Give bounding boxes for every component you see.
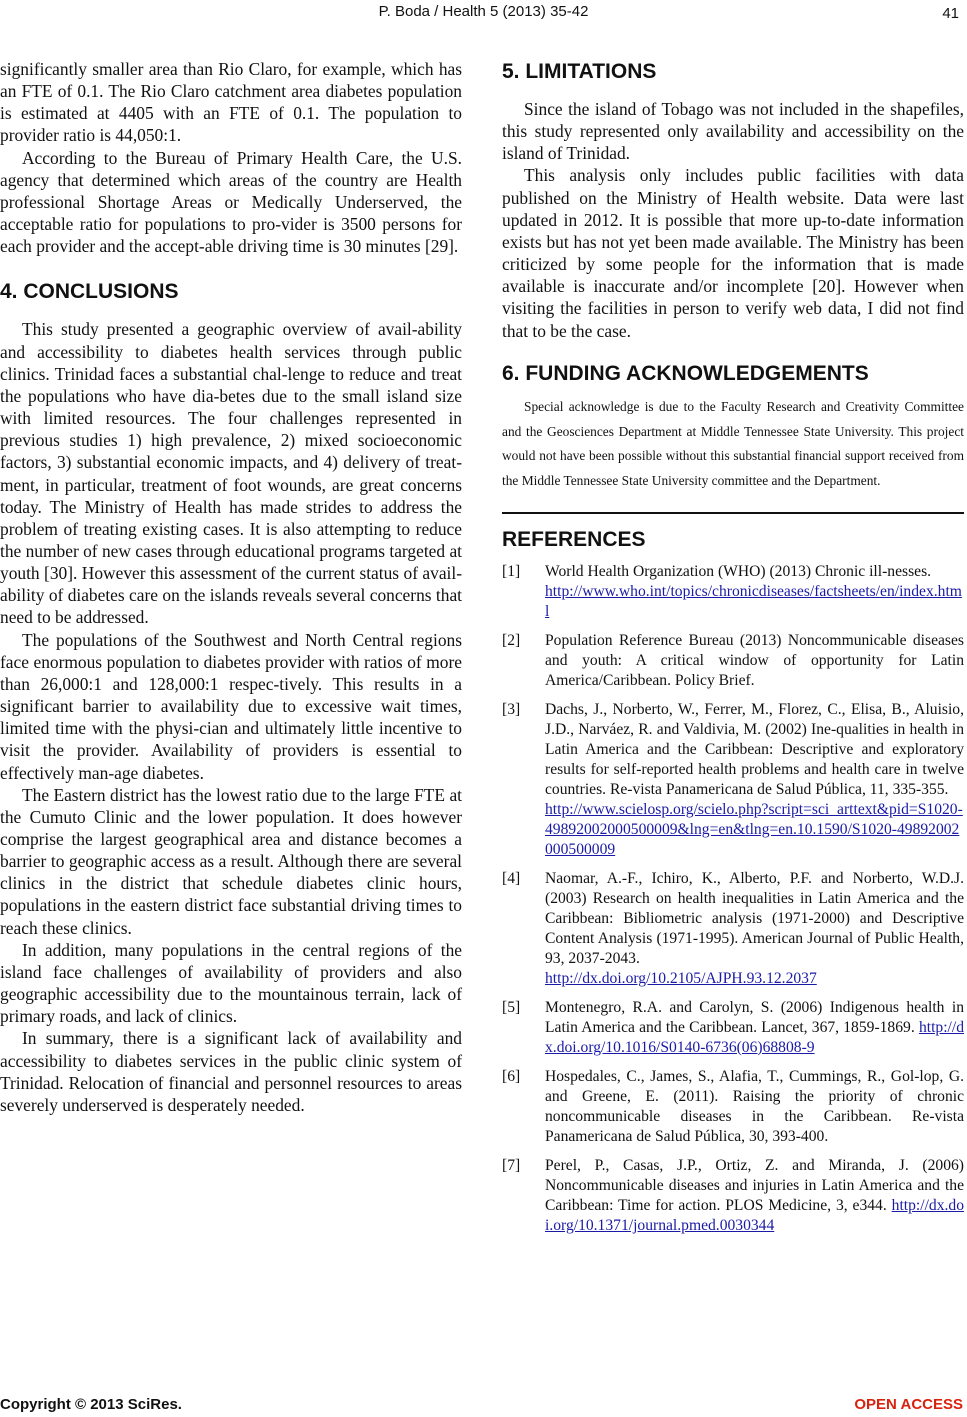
reference-item	[502, 562, 964, 622]
reference-link[interactable]: http://dx.doi.org/10.2105/AJPH.93.12.2037	[545, 969, 817, 987]
open-access-label: OPEN ACCESS	[854, 1396, 963, 1413]
reference-link[interactable]: http://www.scielosp.org/scielo.php?script=sci_arttext&pid=S1020-49892002000500009&lng=en&tlng=en.10.1590/S1020-49892002000500009	[545, 800, 963, 858]
paragraph-eastern: The Eastern district has the lowest ratio due to the large FTE at the Cumuto Clinic and the lower population. It does however comprise the largest geographical area and distance becomes a barrier to geographic access as a result. Although there are several clinics in the district that schedule diabetes clinic hours, populations in the eastern district face substantial driving times to reach these clinics.	[0, 784, 462, 938]
reference-item	[502, 1156, 964, 1236]
reference-number: [6]	[502, 1067, 521, 1085]
reference-item	[502, 700, 964, 860]
reference-item	[502, 998, 964, 1058]
reference-number: [4]	[502, 869, 521, 887]
running-header	[0, 0, 967, 28]
page-footer	[0, 1393, 967, 1417]
paragraph-rio-claro: significantly smaller area than Rio Claro, for example, which has an FTE of 0.1. The Rio Claro catchment area diabetes population is estimated at 4405 with an FTE of 0.1. The population to provider ratio is 44,050:1.	[0, 59, 462, 146]
paragraph-acknowledgement: Special acknowledge is due to the Faculty Research and Creativity Committee and the Geosciences Department at Middle Tennessee State University. This project would not have been possible without this substantial financial support received from the Middle Tennessee State University committee and the Department.	[502, 398, 964, 489]
reference-link[interactable]: http://dx.doi.org/10.1371/journal.pmed.0030344	[545, 1196, 964, 1234]
paragraph-summary: In summary, there is a significant lack of availability and accessibility to diabetes services in the public clinic system of Trinidad. Relocation of financial and personnel resources to areas severely underserved is desperately needed.	[0, 1028, 462, 1115]
heading-funding: 6. FUNDING ACKNOWLEDGEMENTS	[502, 361, 869, 385]
page-number: 41	[942, 5, 959, 22]
heading-conclusions: 4. CONCLUSIONS	[0, 280, 179, 304]
reference-item	[502, 631, 964, 691]
paragraph-ministry-data: This analysis only includes public facilities with data published on the Ministry of Health website. Data were last updated in 2012. It is possible that more up-to-date information exists but has not yet been made available. The Ministry has been criticized by some people for the information that is made available is inaccurate and/or incomplete [20]. However when visiting the facilities in person to verify web data, I did not find that to be the case.	[502, 165, 964, 341]
reference-item	[502, 869, 964, 989]
heading-limitations: 5. LIMITATIONS	[502, 60, 657, 83]
reference-text: World Health Organization (WHO) (2013) Chronic ill-nesses.	[545, 562, 932, 580]
reference-number: [7]	[502, 1156, 521, 1174]
paragraph-bureau: According to the Bureau of Primary Health Care, the U.S. agency that determined which areas of the country are Health professional Shortage Areas or Medically Underserved, the acceptable ratio for populations to pro-vider is 3500 persons for each provider and the accept-able driving time is 30 minutes [29].	[0, 147, 462, 257]
paragraph-central: In addition, many populations in the central regions of the island face challenges of availability of providers and also geographic accessibility due to the mountainous terrain, lack of primary roads, and lack of clinics.	[0, 939, 462, 1027]
reference-number: [2]	[502, 631, 521, 649]
heading-references: REFERENCES	[502, 527, 646, 551]
reference-item	[502, 1067, 964, 1147]
reference-link[interactable]: http://dx.doi.org/10.1016/S0140-6736(06)68808-9	[545, 1018, 964, 1056]
reference-text: Montenegro, R.A. and Carolyn, S. (2006) Indigenous health in Latin America and the Caribbean. Lancet, 367, 1859-1869.	[545, 998, 964, 1036]
header-title: P. Boda / Health 5 (2013) 35-42	[378, 3, 589, 20]
reference-text: Hospedales, C., James, S., Alafia, T., Cummings, R., Gol-lop, G. and Greene, E. (2011). Raising the priority of chronic noncommunicable diseases in the Caribbean. Re-vista Panamericana de Salud Pública, 30, 393-400.	[545, 1067, 964, 1145]
reference-link[interactable]: http://www.who.int/topics/chronicdiseases/factsheets/en/index.html	[545, 582, 962, 620]
reference-text: Naomar, A.-F., Ichiro, K., Alberto, P.F. and Norberto, W.D.J. (2003) Research on health inequalities in Latin America and the Caribbean: Bibliometric analysis (1971-2000) and Descriptive Content Analysis (1971-1995). American Journal of Public Health, 93, 2037-2043.	[545, 869, 964, 967]
paragraph-tobago: Since the island of Tobago was not included in the shapefiles, this study represented only availability and accessibility on the island of Trinidad.	[502, 99, 964, 164]
right-column	[502, 60, 964, 1236]
paragraph-conclusions-overview: This study presented a geographic overview of avail-ability and accessibility to diabetes health services through public clinics. Trinidad faces a substantial chal-lenge to reduce and treat the populations who have dia-betes due to the small island size with limited resources. The four challenges represented in previous studies 1) high prevalence, 2) mixed socioeconomic factors, 3) substantial economic impacts, and 4) delivery of treat-ment, in particular, treatment of foot wounds, are great concerns today. The Ministry of Health has made strides to address the problem of treating existing cases. It is also attempting to reduce the number of new cases through educational programs targeted at youth [30]. However this assessment of the current status of avail-ability of diabetes care on the islands reveals several concerns that need to be addressed.	[0, 319, 462, 628]
paragraph-southwest: The populations of the Southwest and North Central regions face enormous population to diabetes provider with ratios of more than 26,000:1 and 128,000:1 respec-tively. This results in a significant barrier to availability due to excessive wait times, limited time with the physi-cian and ultimately little incentive to visit the provider. Availability of providers is essential to effectively man-age diabetes.	[0, 629, 462, 783]
left-column	[0, 58, 462, 1116]
reference-text: Population Reference Bureau (2013) Noncommunicable diseases and youth: A critical window of opportunity for Latin America/Caribbean. Policy Brief.	[545, 631, 964, 689]
reference-number: [3]	[502, 700, 521, 718]
reference-text: Dachs, J., Norberto, W., Ferrer, M., Florez, C., Elisa, B., Aluisio, J.D., Narváez, R. and Valdivia, M. (2002) Ine-qualities in health in Latin America and the Caribbean: Descriptive and exploratory results for self-reported health problems and health care in twelve countries. Re-vista Panamericana de Salud Pública, 11, 335-355.	[545, 700, 964, 798]
reference-text: Perel, P., Casas, J.P., Ortiz, Z. and Miranda, J. (2006) Noncommunicable diseases and injuries in Latin America and the Caribbean: Time for action. PLOS Medicine, 3, e344.	[545, 1156, 964, 1214]
reference-number: [1]	[502, 562, 521, 580]
copyright-notice: Copyright © 2013 SciRes.	[0, 1396, 182, 1413]
reference-list	[502, 562, 964, 1236]
reference-number: [5]	[502, 998, 521, 1016]
